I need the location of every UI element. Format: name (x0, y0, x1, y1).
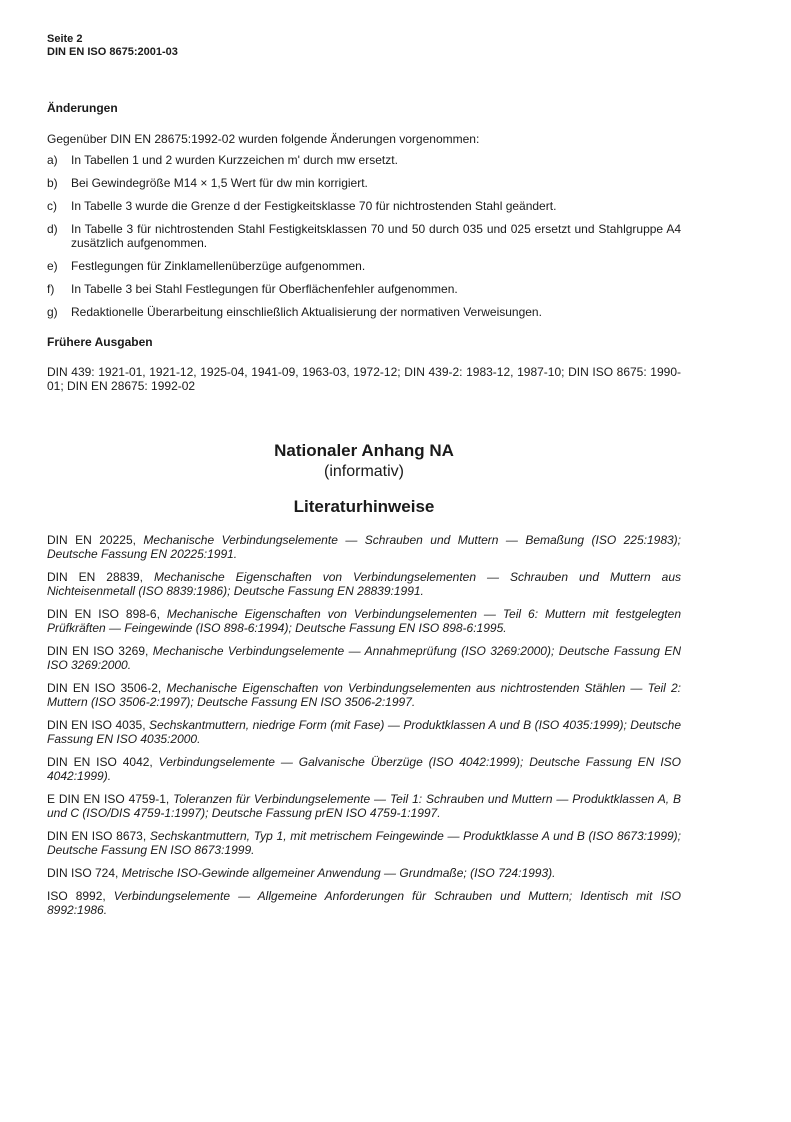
editions-text: DIN 439: 1921-01, 1921-12, 1925-04, 1941-09, 1963-03, 1972-12; DIN 439-2: 1983-12, 1987-10; DIN ISO 8675: 1990-01; DIN EN 28675: 1992-02 (47, 365, 681, 393)
item-label: f) (47, 282, 55, 296)
item-text: In Tabelle 3 für nichtrostenden Stahl Festigkeitsklassen 70 und 50 durch 035 und 025 ersetzt und Stahlgruppe A4 zusätzlich aufgenommen. (71, 222, 681, 250)
reference-id: DIN EN ISO 3269, (47, 644, 153, 658)
reference-id: DIN EN ISO 8673, (47, 829, 150, 843)
reference-title: Mechanische Eigenschaften von Verbindungselementen — Teil 6: Muttern mit festgelegten Prüfkräften — Feingewinde (ISO 898-6:1994); Deutsche Fassung EN ISO 898-6:1995. (47, 607, 681, 635)
item-text: In Tabellen 1 und 2 wurden Kurzzeichen m' durch mw ersetzt. (71, 153, 398, 167)
reference-item (47, 533, 681, 561)
list-item (47, 222, 681, 250)
bibliography-title: Literaturhinweise (293, 497, 435, 516)
reference-id: DIN EN 28839, (47, 570, 154, 584)
reference-title: Mechanische Eigenschaften von Verbindungselementen aus nichtrostenden Stählen — Teil 2: Muttern (ISO 3506-2:1997); Deutsche Fassung EN ISO 3506-2:1997. (47, 681, 681, 709)
document-page (47, 33, 681, 926)
item-text: In Tabelle 3 bei Stahl Festlegungen für Oberflächenfehler aufgenommen. (71, 282, 458, 296)
reference-title: Sechskantmuttern, Typ 1, mit metrischem Feingewinde — Produktklasse A und B (ISO 8673:1999); Deutsche Fassung EN ISO 8673:1999. (47, 829, 681, 857)
reference-item (47, 792, 681, 820)
item-text: In Tabelle 3 wurde die Grenze d der Festigkeitsklasse 70 für nichtrostenden Stahl geändert. (71, 199, 557, 213)
list-item (47, 176, 681, 190)
reference-item (47, 718, 681, 746)
reference-id: ISO 8992, (47, 889, 114, 903)
reference-id: DIN EN ISO 898-6, (47, 607, 167, 621)
changes-heading: Änderungen (47, 101, 118, 115)
reference-item (47, 570, 681, 598)
item-label: d) (47, 222, 58, 236)
editions-heading: Frühere Ausgaben (47, 335, 153, 349)
reference-title: Verbindungselemente — Allgemeine Anforderungen für Schrauben und Muttern; Identisch mit ISO 8992:1986. (47, 889, 682, 917)
annex-subtitle: (informativ) (323, 463, 404, 480)
changes-list (47, 153, 681, 319)
reference-title: Sechskantmuttern, niedrige Form (mit Fase) — Produktklassen A und B (ISO 4035:1999); Deutsche Fassung EN ISO 4035:2000. (47, 718, 682, 746)
reference-item (47, 607, 681, 635)
reference-list (47, 533, 681, 917)
item-label: c) (47, 199, 57, 213)
reference-item (47, 755, 681, 783)
standard-id: DIN EN ISO 8675:2001-03 (47, 46, 178, 58)
page-number: Seite 2 (47, 33, 83, 45)
reference-item (47, 889, 681, 917)
reference-item (47, 681, 681, 709)
changes-intro: Gegenüber DIN EN 28675:1992-02 wurden folgende Änderungen vorgenommen: (47, 132, 480, 146)
item-label: e) (47, 259, 58, 273)
annex-title: Nationaler Anhang NA (274, 441, 454, 460)
reference-title: Verbindungselemente — Galvanische Überzüge (ISO 4042:1999); Deutsche Fassung EN ISO 4042:1999). (47, 755, 681, 783)
item-text: Bei Gewindegröße M14 × 1,5 Wert für dw min korrigiert. (71, 176, 368, 190)
reference-id: DIN EN ISO 4042, (47, 755, 159, 769)
item-text: Redaktionelle Überarbeitung einschließlich Aktualisierung der normativen Verweisungen. (71, 305, 542, 319)
reference-id: DIN EN ISO 3506-2, (47, 681, 167, 695)
list-item (47, 305, 681, 319)
item-label: a) (47, 153, 58, 167)
reference-item (47, 866, 681, 880)
reference-id: DIN EN ISO 4035, (47, 718, 150, 732)
list-item (47, 282, 681, 296)
list-item (47, 259, 681, 273)
item-label: g) (47, 305, 58, 319)
list-item (47, 199, 681, 213)
reference-item (47, 829, 681, 857)
reference-id: DIN EN 20225, (47, 533, 144, 547)
item-label: b) (47, 176, 58, 190)
reference-id: DIN ISO 724, (47, 866, 122, 880)
reference-title: Mechanische Eigenschaften von Verbindungselementen — Schrauben und Muttern aus Nichteisenmetall (ISO 8839:1986); Deutsche Fassung EN 28839:1991. (47, 570, 681, 598)
reference-title: Toleranzen für Verbindungselemente — Teil 1: Schrauben und Muttern — Produktklassen A, B und C (ISO/DIS 4759-1:1997); Deutsche Fassung prEN ISO 4759-1:1997. (47, 792, 681, 820)
reference-id: E DIN EN ISO 4759-1, (47, 792, 174, 806)
reference-title: Mechanische Verbindungselemente — Annahmeprüfung (ISO 3269:2000); Deutsche Fassung EN ISO 3269:2000. (47, 644, 681, 672)
item-text: Festlegungen für Zinklamellenüberzüge aufgenommen. (71, 259, 366, 273)
list-item (47, 153, 681, 167)
reference-title: Metrische ISO-Gewinde allgemeiner Anwendung — Grundmaße; (ISO 724:1993). (121, 866, 556, 880)
reference-item (47, 644, 681, 672)
reference-title: Mechanische Verbindungselemente — Schrauben und Muttern — Bemaßung (ISO 225:1983); Deutsche Fassung EN 20225:1991. (47, 533, 681, 561)
